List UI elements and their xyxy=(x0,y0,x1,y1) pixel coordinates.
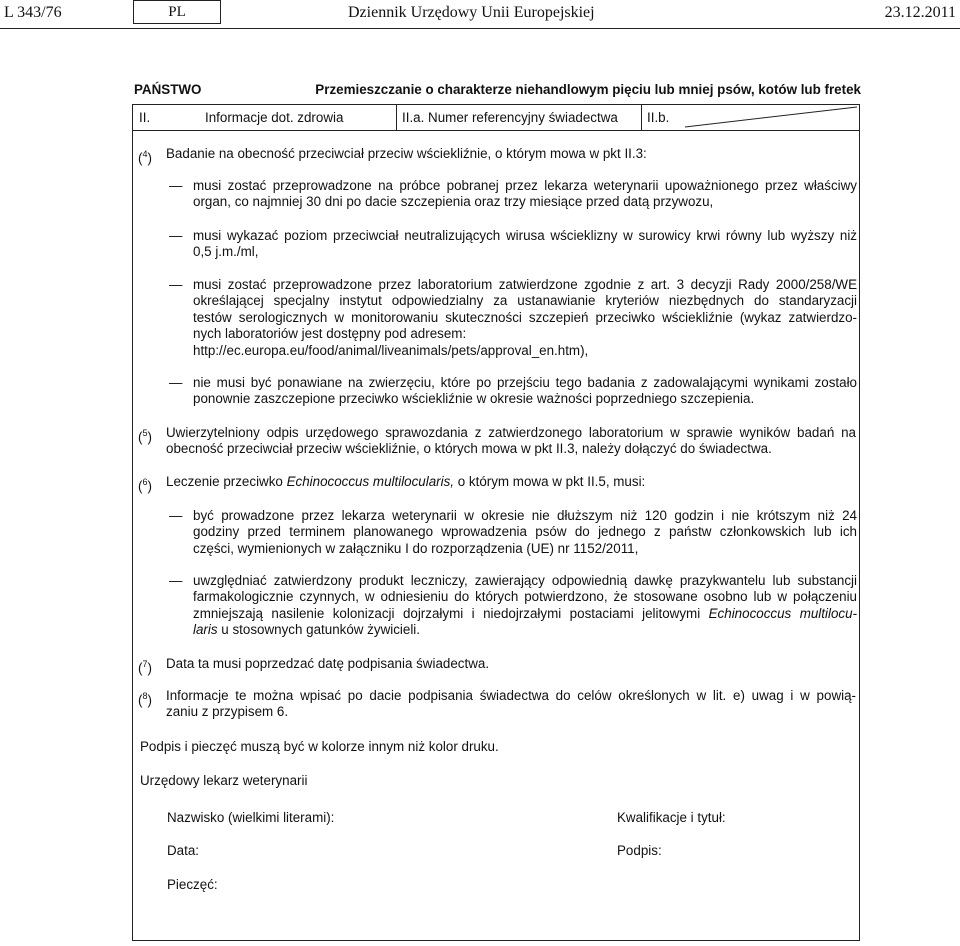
dash: — xyxy=(169,178,183,193)
reference-b-label: II.b. xyxy=(647,110,670,125)
name-label: Nazwisko (wielkimi literami): xyxy=(167,810,335,825)
official-veterinarian-label: Urzędowy lekarz weterynarii xyxy=(140,773,308,788)
journal-title: Dziennik Urzędowy Unii Europejskiej xyxy=(348,4,595,21)
certificate-form: II. Informacje dot. zdrowia II.a. Numer referencyjny świadectwa II.b. ($^4$) Badanie na obecność przeciwciał przeciw wściekliźnie, o którym mowa w pkt II.3: — musi zostać przeprowadzone na próbce pobranej przez lekarza weterynarii upoważnionego przez właściwy organ, co najmniej 30 dni po dacie szczepienia oraz trzy miesiące przed datą przywozu, — musi wykazać poziom przeciwciał neutralizujących wirusa wścieklizny w surowicy krwi równy lub wyższy niż 0,5 j.m./ml, — musi zostać przeprowadzone przez laboratorium zatwierdzone zgodnie z art. 3 decyzji Rady 2000/258/WE określającej specjalny instytut odpowiedzialny za ustanawianie kryteriów niezbędnych do standaryzacji testów serologicznych w monitorowaniu skuteczności szczepień przeciwko wściekliźnie (wykaz zatwierdzo- nych laboratoriów jest dostępny pod adresem: http://ec.europa.eu/food/animal/liveanimals/pets/approval_en.htm), — nie musi być ponawiane na zwierzęciu, które po przejściu tego badania z zadowalającymi wynikami zostało ponownie zaszczepione przeciwko wściekliźnie w okresie ważności poprzedniego szczepienia. ($^5$) Uwierzytelniony odpis urzędowego sprawozdania z zatwierdzonego laboratorium w sprawie wyników badań na obecność przeciwciał przeciw wściekliźnie, o których mowa w pkt II.3, należy dołączyć do świadectwa. ($^6$) Leczenie przeciwko Echinococcus multilocularis, o którym mowa w pkt II.5, musi: — być prowadzone przez lekarza weterynarii w okresie nie dłuższym niż 120 godzin i nie krótszym niż 24 godziny przed terminem planowanego wprowadzenia psów do jednego z państw członkowskich lub ich części, wymienionych w załączniku I do rozporządzenia (UE) nr 1152/2011, — uwzględniać zatwierdzony produkt leczniczy, zawierający odpowiednią dawkę prazykwantelu lub substancji farmakologicznie czynnych, w odniesieniu do których potwierdzono, że stosowane osobno lub w połączeniu zmniejszają nasilenie kolonizacji dojrzałymi i niedojrzałymi postaciami jelitowymi Echinococcus multilocu- laris u stosownych gatunków żywicieli. ($^7$) Data ta musi poprzedzać datę podpisania świadectwa. ($^8$) Informacje te można wpisać po dacie podpisania świadectwa do celów określonych w lit. e) uwag i w powią- zaniu z przypisem 6. Podpis i pieczęć muszą być w kolorze innym niż kolor druku. Urzędowy lekarz weterynarii Nazwisko (wielkimi literami): Kwalifikacje i tytuł: Data: Podpis: Pieczęć: xyxy=(132,104,860,941)
dash: — xyxy=(169,375,183,390)
approval-url: http://ec.europa.eu/food/animal/liveanimals/pets/approval_en.htm), xyxy=(193,342,589,358)
note-number: 5 xyxy=(142,428,148,438)
note-number: 6 xyxy=(142,477,148,487)
diagonal-line xyxy=(133,105,859,130)
qualification-label: Kwalifikacje i tytuł: xyxy=(617,810,726,825)
note-number: 7 xyxy=(142,659,148,669)
dash: — xyxy=(169,508,183,523)
publication-date: 23.12.2011 xyxy=(884,4,956,21)
reference-row xyxy=(133,105,859,131)
note-4-intro: Badanie na obecność przeciwciał przeciw wściekliźnie, o którym mowa w pkt II.3: xyxy=(166,146,647,161)
dash: — xyxy=(169,277,183,292)
note-number: 4 xyxy=(142,149,148,159)
section-title: Informacje dot. zdrowia xyxy=(205,110,344,125)
signature-label: Podpis: xyxy=(617,843,662,858)
form-country: PAŃSTWO xyxy=(134,82,202,97)
signature-color-note: Podpis i pieczęć muszą być w kolorze innym niż kolor druku. xyxy=(140,739,499,754)
header-rule xyxy=(0,28,960,29)
form-title: Przemieszczanie o charakterze niehandlowym pięciu lub mniej psów, kotów lub fretek xyxy=(315,82,861,97)
dash: — xyxy=(169,573,183,588)
stamp-label: Pieczęć: xyxy=(167,877,218,892)
page-reference: L 343/76 xyxy=(4,4,62,21)
reference-number-label: II.a. Numer referencyjny świadectwa xyxy=(402,110,618,125)
language-box: PL xyxy=(133,0,221,24)
note-number: 8 xyxy=(142,691,148,701)
dash: — xyxy=(169,228,183,243)
section-number: II. xyxy=(139,110,151,125)
date-label: Data: xyxy=(167,843,200,858)
